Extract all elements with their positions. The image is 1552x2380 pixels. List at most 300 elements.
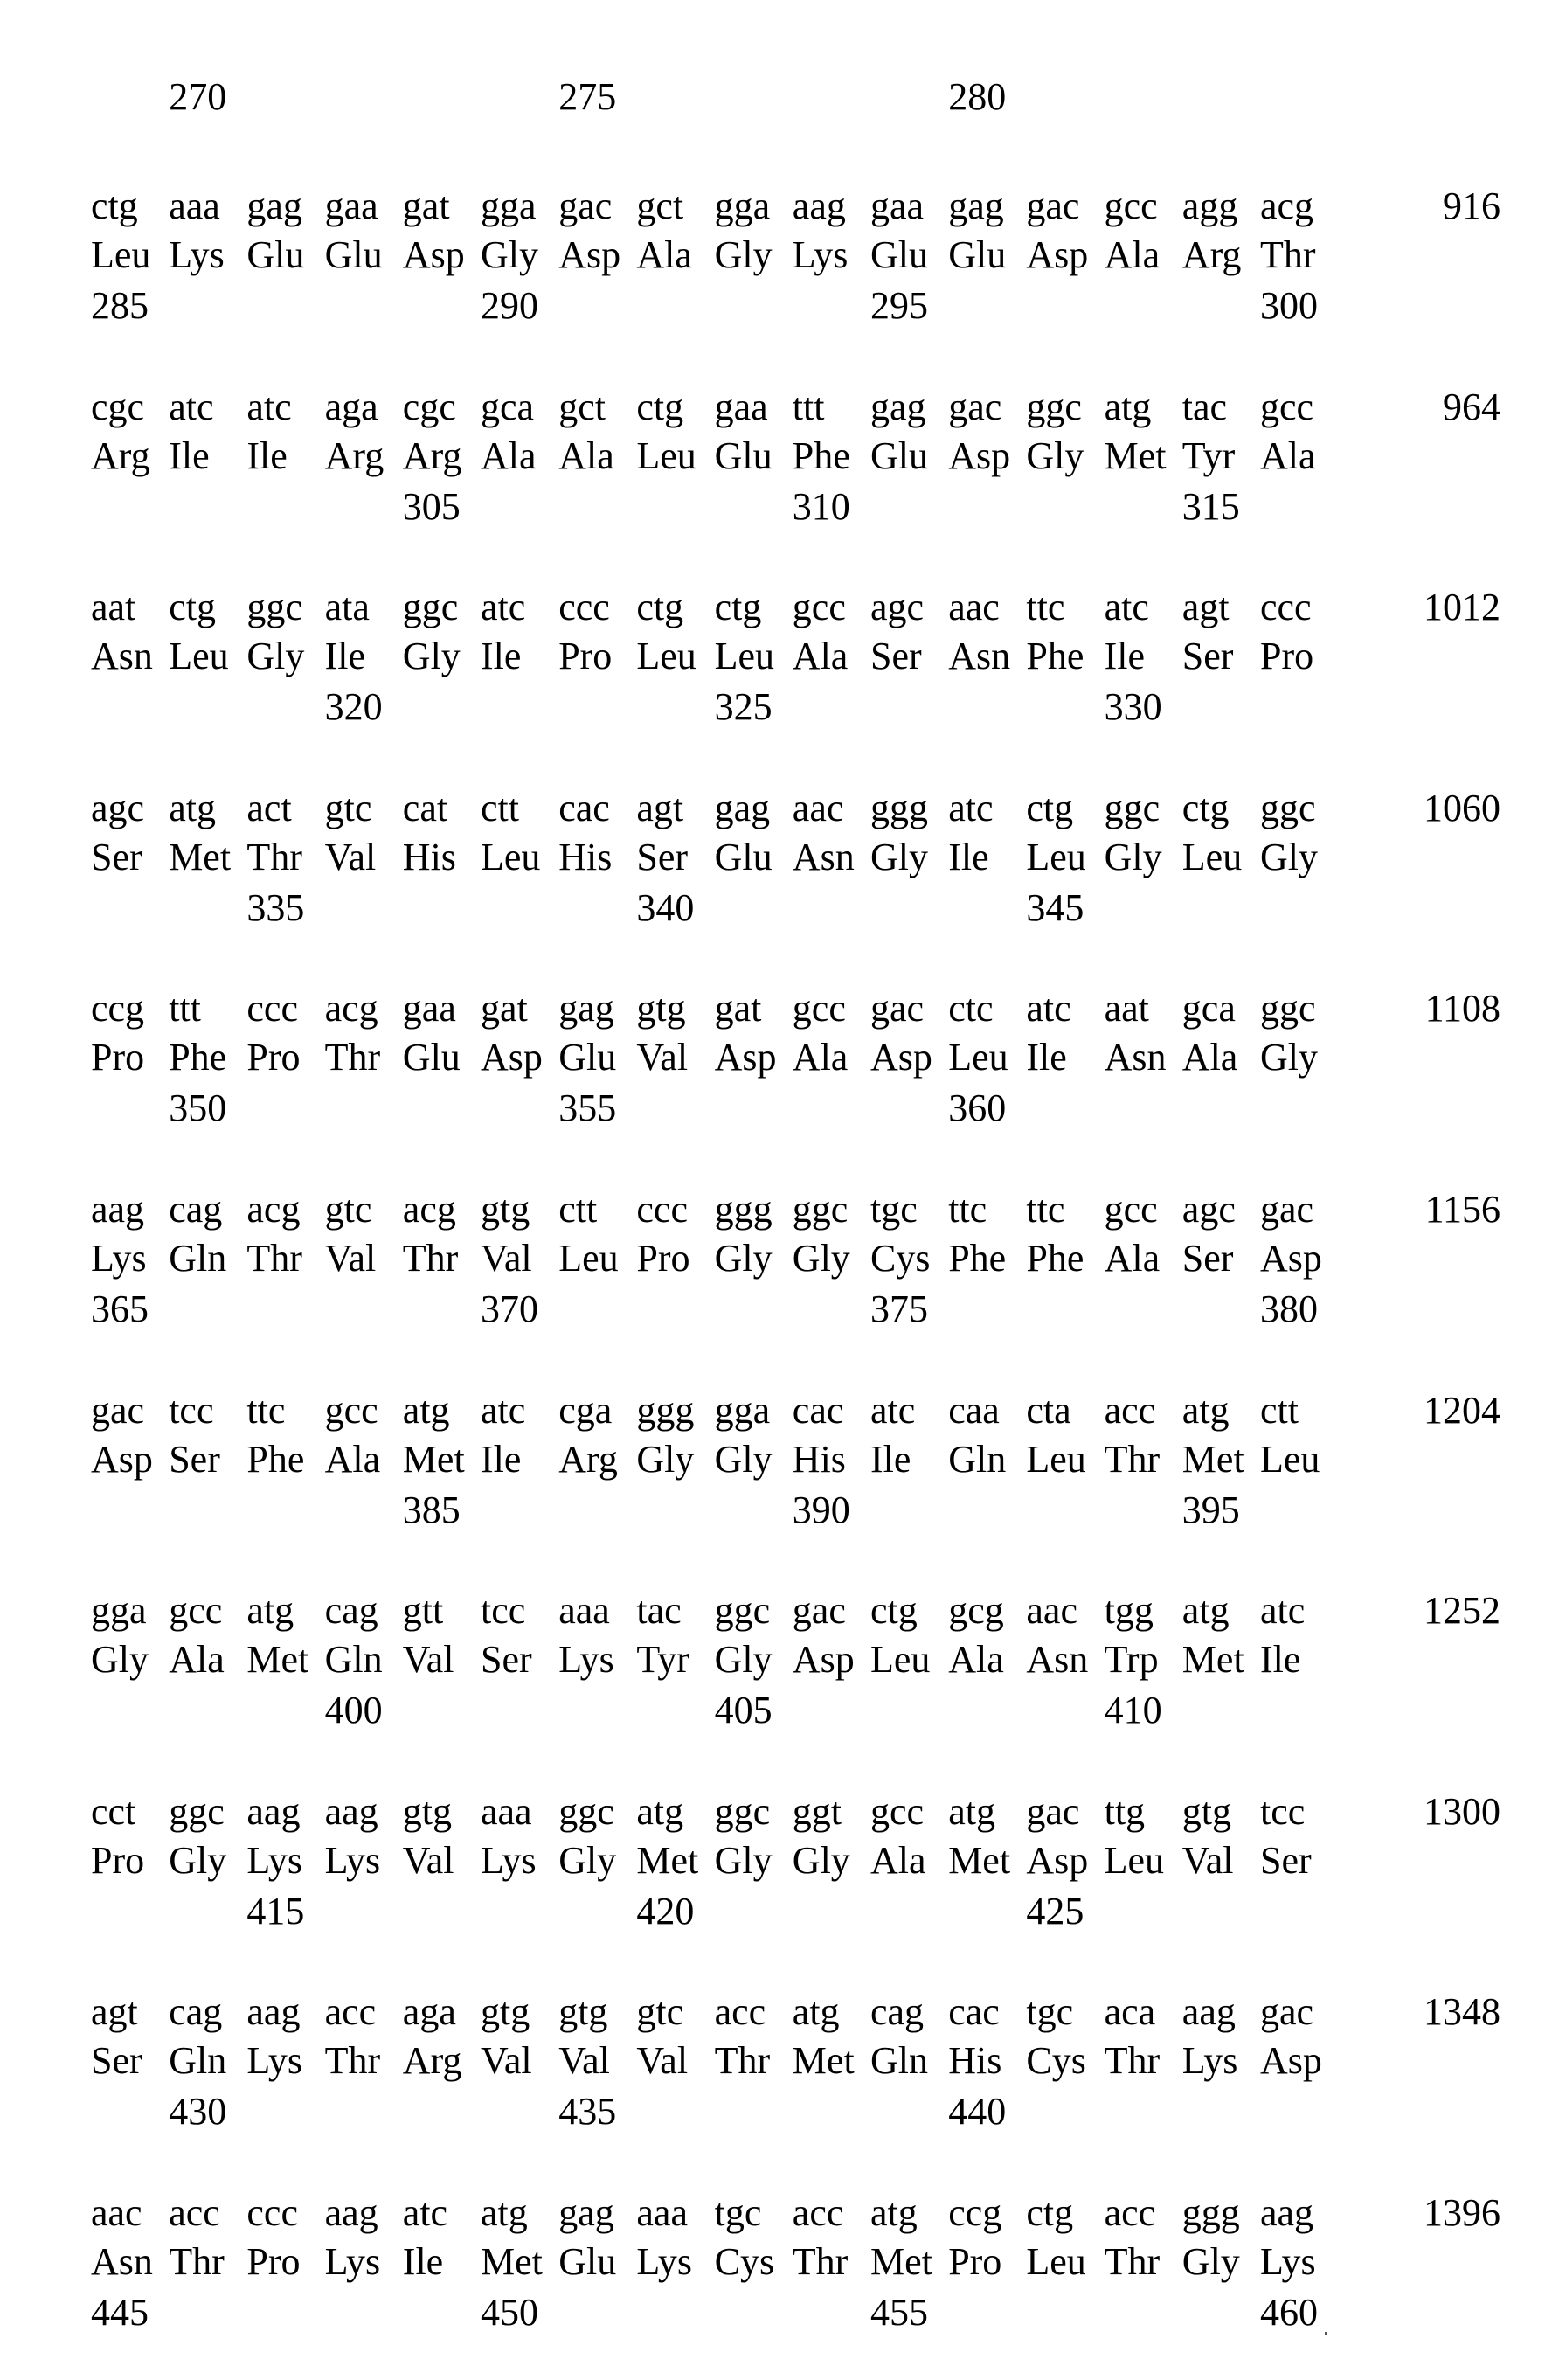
amino-acid: Ala — [1105, 236, 1161, 274]
amino-acid: Lys — [246, 1842, 302, 1880]
amino-acid: Ala — [1182, 1038, 1238, 1077]
codon: ggc — [1260, 789, 1316, 828]
codon: ggc — [558, 1793, 614, 1831]
amino-acid: Gly — [1260, 1038, 1318, 1077]
amino-acid: Met — [1182, 1641, 1244, 1679]
residue-number: 455 — [870, 2293, 928, 2332]
codon: atc — [481, 588, 525, 627]
amino-acid: Gly — [169, 1842, 226, 1880]
amino-acid: Arg — [403, 437, 462, 475]
residue-number: 460 — [1260, 2293, 1318, 2332]
codon: aaa — [636, 2194, 688, 2232]
amino-acid: Phe — [246, 1440, 304, 1479]
amino-acid: Thr — [793, 2243, 849, 2281]
amino-acid: Pro — [246, 1038, 300, 1077]
amino-acid: Met — [1182, 1440, 1244, 1479]
codon: gcg — [948, 1592, 1004, 1630]
residue-number: 445 — [91, 2293, 149, 2332]
residue-number: 330 — [1105, 688, 1162, 726]
codon: ggc — [1105, 789, 1161, 828]
codon: ggg — [870, 789, 928, 828]
codon: acc — [715, 1993, 766, 2031]
codon: acc — [325, 1993, 377, 2031]
codon: ggg — [636, 1391, 694, 1430]
codon: atc — [246, 388, 291, 427]
amino-acid: Gly — [403, 637, 461, 676]
amino-acid: Val — [636, 2042, 688, 2080]
codon: atg — [948, 1793, 995, 1831]
amino-acid: Gly — [715, 236, 773, 274]
codon: atc — [403, 2194, 447, 2232]
codon: ccg — [91, 989, 144, 1028]
codon: gga — [715, 187, 771, 226]
amino-acid: Gly — [1260, 838, 1318, 877]
amino-acid: Glu — [870, 437, 928, 475]
amino-acid: Arg — [403, 2042, 462, 2080]
codon: ctg — [636, 388, 683, 427]
amino-acid: Ala — [558, 437, 614, 475]
amino-acid: Leu — [1182, 838, 1242, 877]
amino-acid: Ala — [870, 1842, 926, 1880]
codon: agg — [1182, 187, 1238, 226]
codon: tcc — [481, 1592, 525, 1630]
amino-acid: Arg — [558, 1440, 618, 1479]
amino-acid: Lys — [169, 236, 225, 274]
codon: ccc — [636, 1190, 688, 1229]
nucleotide-count: 1060 — [1424, 789, 1500, 828]
amino-acid: Thr — [1105, 2042, 1161, 2080]
amino-acid: Ser — [169, 1440, 220, 1479]
codon: gga — [715, 1391, 771, 1430]
amino-acid: Gln — [169, 2042, 226, 2080]
codon: ctg — [169, 588, 216, 627]
codon: ccc — [558, 588, 610, 627]
amino-acid: Ala — [636, 236, 692, 274]
amino-acid: Asn — [1026, 1641, 1088, 1679]
codon: gtc — [636, 1993, 683, 2031]
codon: gcc — [1260, 388, 1313, 427]
codon: aag — [246, 1793, 300, 1831]
amino-acid: Ala — [325, 1440, 381, 1479]
amino-acid: Asn — [91, 2243, 153, 2281]
amino-acid: Lys — [481, 1842, 537, 1880]
codon: aac — [1026, 1592, 1077, 1630]
codon: ttt — [793, 388, 825, 427]
codon: aag — [246, 1993, 300, 2031]
codon: gtg — [558, 1993, 607, 2031]
codon: gtg — [403, 1793, 452, 1831]
residue-number: 275 — [558, 78, 616, 116]
amino-acid: Gly — [715, 1239, 773, 1278]
residue-number: 355 — [558, 1089, 616, 1128]
amino-acid: Asp — [403, 236, 465, 274]
codon: aac — [91, 2194, 142, 2232]
amino-acid: Ala — [1105, 1239, 1161, 1278]
codon: aaa — [481, 1793, 532, 1831]
codon: atg — [1182, 1391, 1230, 1430]
codon: gcc — [793, 989, 846, 1028]
residue-number: 325 — [715, 688, 773, 726]
codon: ggc — [715, 1793, 771, 1831]
residue-number: 440 — [948, 2092, 1006, 2131]
amino-acid: Cys — [1026, 2042, 1085, 2080]
codon: gag — [558, 2194, 614, 2232]
codon: gac — [948, 388, 1001, 427]
codon: cac — [948, 1993, 1000, 2031]
residue-number: 310 — [793, 488, 850, 526]
amino-acid: Val — [558, 2042, 610, 2080]
residue-number: 405 — [715, 1691, 773, 1730]
amino-acid: Cys — [870, 1239, 930, 1278]
codon: aag — [91, 1190, 144, 1229]
codon: ggc — [1026, 388, 1082, 427]
amino-acid: Glu — [246, 236, 304, 274]
codon: ggc — [403, 588, 459, 627]
residue-number: 300 — [1260, 287, 1318, 325]
codon: gcc — [1105, 187, 1158, 226]
nucleotide-count: 1204 — [1424, 1391, 1500, 1430]
amino-acid: Pro — [246, 2243, 300, 2281]
amino-acid: Val — [403, 1842, 454, 1880]
amino-acid: Pro — [1260, 637, 1313, 676]
amino-acid: Leu — [636, 437, 696, 475]
amino-acid: Asp — [558, 236, 620, 274]
amino-acid: Ala — [793, 637, 849, 676]
codon: atg — [793, 1993, 840, 2031]
codon: acc — [793, 2194, 844, 2232]
codon: aag — [325, 1793, 378, 1831]
amino-acid: Phe — [169, 1038, 226, 1077]
residue-number: 315 — [1182, 488, 1240, 526]
amino-acid: Leu — [558, 1239, 618, 1278]
codon: aaa — [169, 187, 220, 226]
codon: agc — [1182, 1190, 1236, 1229]
codon: cag — [325, 1592, 378, 1630]
residue-number: 345 — [1026, 889, 1084, 927]
amino-acid: Cys — [715, 2243, 774, 2281]
codon: atg — [403, 1391, 450, 1430]
codon: gag — [715, 789, 771, 828]
amino-acid: Asp — [1026, 236, 1088, 274]
amino-acid: Gly — [558, 1842, 616, 1880]
residue-number: 360 — [948, 1089, 1006, 1128]
codon: gaa — [715, 388, 768, 427]
residue-number: 295 — [870, 287, 928, 325]
amino-acid: Pro — [91, 1038, 144, 1077]
nucleotide-count: 916 — [1443, 187, 1500, 226]
amino-acid: Met — [793, 2042, 855, 2080]
codon: ggg — [1182, 2194, 1240, 2232]
residue-number: 270 — [169, 78, 226, 116]
amino-acid: Ile — [948, 838, 988, 877]
codon: aag — [325, 2194, 378, 2232]
residue-number: 415 — [246, 1892, 304, 1931]
codon: gtg — [636, 989, 685, 1028]
codon: ata — [325, 588, 370, 627]
codon: gag — [558, 989, 614, 1028]
codon: acc — [1105, 2194, 1156, 2232]
codon: aat — [91, 588, 135, 627]
amino-acid: Val — [1182, 1842, 1234, 1880]
codon: ccg — [948, 2194, 1001, 2232]
amino-acid: Thr — [325, 2042, 381, 2080]
amino-acid: Gly — [793, 1842, 850, 1880]
amino-acid: Glu — [325, 236, 383, 274]
amino-acid: Gly — [715, 1842, 773, 1880]
codon: ttg — [1105, 1793, 1145, 1831]
amino-acid: Val — [636, 1038, 688, 1077]
amino-acid: Asp — [948, 437, 1010, 475]
amino-acid: Glu — [403, 1038, 461, 1077]
nucleotide-count: 1396 — [1424, 2194, 1500, 2232]
amino-acid: Thr — [1105, 1440, 1161, 1479]
amino-acid: Pro — [636, 1239, 689, 1278]
codon: ggc — [715, 1592, 771, 1630]
codon: gac — [1260, 1993, 1313, 2031]
codon: ctt — [1260, 1391, 1299, 1430]
codon: ctg — [870, 1592, 918, 1630]
codon: gag — [948, 187, 1004, 226]
amino-acid: Ser — [1182, 1239, 1234, 1278]
amino-acid: Leu — [1105, 1842, 1164, 1880]
residue-number: 430 — [169, 2092, 226, 2131]
codon: ggt — [793, 1793, 842, 1831]
codon: atc — [1026, 989, 1070, 1028]
amino-acid: Ala — [948, 1641, 1004, 1679]
amino-acid: Leu — [1026, 2243, 1085, 2281]
codon: gca — [1182, 989, 1236, 1028]
amino-acid: Glu — [715, 838, 773, 877]
codon: acg — [246, 1190, 300, 1229]
codon: aga — [403, 1993, 456, 2031]
codon: atg — [1105, 388, 1152, 427]
codon: gac — [1260, 1190, 1313, 1229]
codon: tac — [636, 1592, 681, 1630]
codon: aag — [1182, 1993, 1236, 2031]
amino-acid: Phe — [1026, 637, 1084, 676]
nucleotide-count: 1012 — [1424, 588, 1500, 627]
codon: gat — [403, 187, 450, 226]
amino-acid: Arg — [91, 437, 150, 475]
amino-acid: Val — [481, 1239, 532, 1278]
amino-acid: Met — [246, 1641, 308, 1679]
amino-acid: Gln — [870, 2042, 928, 2080]
amino-acid: Asp — [481, 1038, 543, 1077]
amino-acid: Lys — [793, 236, 849, 274]
amino-acid: Asp — [91, 1440, 153, 1479]
codon: ttc — [1026, 1190, 1064, 1229]
amino-acid: Met — [403, 1440, 465, 1479]
amino-acid: Val — [325, 838, 377, 877]
codon: ttt — [169, 989, 201, 1028]
amino-acid: Gly — [636, 1440, 694, 1479]
amino-acid: Thr — [1105, 2243, 1161, 2281]
amino-acid: Ile — [246, 437, 287, 475]
codon: ctg — [636, 588, 683, 627]
amino-acid: Ala — [1260, 437, 1316, 475]
amino-acid: His — [793, 1440, 846, 1479]
codon: ctt — [558, 1190, 597, 1229]
amino-acid: Thr — [246, 838, 302, 877]
codon: aag — [1260, 2194, 1313, 2232]
amino-acid: Leu — [1026, 1440, 1085, 1479]
amino-acid: Pro — [91, 1842, 144, 1880]
amino-acid: Pro — [558, 637, 612, 676]
codon: ccc — [246, 989, 298, 1028]
codon: gcc — [793, 588, 846, 627]
codon: aga — [325, 388, 378, 427]
amino-acid: His — [948, 2042, 1001, 2080]
codon: gga — [91, 1592, 147, 1630]
amino-acid: Thr — [246, 1239, 302, 1278]
codon: gcc — [870, 1793, 924, 1831]
residue-number: 320 — [325, 688, 383, 726]
amino-acid: Asp — [1026, 1842, 1088, 1880]
codon: gac — [793, 1592, 846, 1630]
amino-acid: Gly — [715, 1641, 773, 1679]
codon: cgc — [91, 388, 144, 427]
codon: tgc — [1026, 1993, 1073, 2031]
codon: gtt — [403, 1592, 443, 1630]
codon: gac — [558, 187, 612, 226]
codon: agt — [91, 1993, 138, 2031]
amino-acid: Met — [1105, 437, 1167, 475]
residue-number: 335 — [246, 889, 304, 927]
amino-acid: Val — [325, 1239, 377, 1278]
amino-acid: Met — [169, 838, 231, 877]
amino-acid: Gly — [793, 1239, 850, 1278]
amino-acid: Gly — [870, 838, 928, 877]
amino-acid: Phe — [948, 1239, 1006, 1278]
amino-acid: Met — [481, 2243, 543, 2281]
nucleotide-count: 964 — [1443, 388, 1500, 427]
codon: gac — [1026, 187, 1079, 226]
residue-number: 350 — [169, 1089, 226, 1128]
codon: atg — [636, 1793, 683, 1831]
amino-acid: Gln — [169, 1239, 226, 1278]
codon: tgc — [715, 2194, 762, 2232]
codon: cct — [91, 1793, 135, 1831]
codon: ttc — [948, 1190, 987, 1229]
codon: tcc — [1260, 1793, 1305, 1831]
residue-number: 435 — [558, 2092, 616, 2131]
amino-acid: Asn — [948, 637, 1010, 676]
residue-number: 365 — [91, 1290, 149, 1329]
amino-acid: Met — [948, 1842, 1010, 1880]
amino-acid: Trp — [1105, 1641, 1159, 1679]
amino-acid: Asp — [1260, 1239, 1322, 1278]
codon: gct — [636, 187, 683, 226]
residue-number: 450 — [481, 2293, 538, 2332]
codon: atg — [246, 1592, 294, 1630]
codon: aca — [1105, 1993, 1156, 2031]
codon: ctg — [715, 588, 762, 627]
amino-acid: Thr — [169, 2243, 225, 2281]
codon: atg — [870, 2194, 918, 2232]
codon: ctg — [1026, 789, 1073, 828]
codon: ttc — [246, 1391, 285, 1430]
amino-acid: Leu — [715, 637, 774, 676]
amino-acid: Gly — [1182, 2243, 1240, 2281]
amino-acid: Glu — [558, 1038, 616, 1077]
codon: cga — [558, 1391, 612, 1430]
codon: cag — [169, 1993, 222, 2031]
residue-number: 280 — [948, 78, 1006, 116]
amino-acid: Leu — [169, 637, 228, 676]
codon: gcc — [1105, 1190, 1158, 1229]
amino-acid: Thr — [403, 1239, 459, 1278]
amino-acid: Arg — [1182, 236, 1242, 274]
codon: atg — [169, 789, 216, 828]
codon: gac — [1026, 1793, 1079, 1831]
amino-acid: Leu — [1260, 1440, 1320, 1479]
amino-acid: Thr — [325, 1038, 381, 1077]
residue-number: 425 — [1026, 1892, 1084, 1931]
amino-acid: Thr — [715, 2042, 771, 2080]
amino-acid: Ile — [1026, 1038, 1066, 1077]
codon: tgg — [1105, 1592, 1154, 1630]
amino-acid: Tyr — [1182, 437, 1235, 475]
amino-acid: Ile — [1105, 637, 1145, 676]
amino-acid: Ser — [870, 637, 922, 676]
amino-acid: Lys — [636, 2243, 692, 2281]
amino-acid: Ile — [325, 637, 365, 676]
amino-acid: Lys — [1260, 2243, 1316, 2281]
codon: gag — [870, 388, 926, 427]
codon: acc — [1105, 1391, 1156, 1430]
codon: cac — [793, 1391, 844, 1430]
amino-acid: Val — [403, 1641, 454, 1679]
amino-acid: Leu — [948, 1038, 1008, 1077]
amino-acid: Ser — [91, 2042, 142, 2080]
residue-number: 420 — [636, 1892, 694, 1931]
amino-acid: Ser — [636, 838, 688, 877]
codon: acg — [1260, 187, 1313, 226]
amino-acid: Leu — [1026, 838, 1085, 877]
nucleotide-count: 1348 — [1424, 1993, 1500, 2031]
codon: ctc — [948, 989, 993, 1028]
codon: atc — [169, 388, 213, 427]
codon: gtc — [325, 1190, 372, 1229]
codon: cag — [169, 1190, 222, 1229]
codon: gac — [870, 989, 924, 1028]
codon: gtg — [1182, 1793, 1231, 1831]
codon: atg — [1182, 1592, 1230, 1630]
codon: aac — [793, 789, 844, 828]
amino-acid: Ser — [91, 838, 142, 877]
amino-acid: Lys — [1182, 2042, 1238, 2080]
amino-acid: Val — [481, 2042, 532, 2080]
amino-acid: Tyr — [636, 1641, 689, 1679]
codon: cgc — [403, 388, 456, 427]
nucleotide-count: 1156 — [1425, 1190, 1500, 1229]
amino-acid: Glu — [948, 236, 1006, 274]
codon: cat — [403, 789, 447, 828]
amino-acid: Met — [870, 2243, 932, 2281]
residue-number: 340 — [636, 889, 694, 927]
amino-acid: Glu — [715, 437, 773, 475]
residue-number: 375 — [870, 1290, 928, 1329]
residue-number: 370 — [481, 1290, 538, 1329]
codon: tgc — [870, 1190, 918, 1229]
codon: ccc — [246, 2194, 298, 2232]
residue-number: 390 — [793, 1491, 850, 1530]
amino-acid: Pro — [948, 2243, 1001, 2281]
codon: atc — [1260, 1592, 1305, 1630]
codon: caa — [948, 1391, 1000, 1430]
codon: gtc — [325, 789, 372, 828]
amino-acid: Glu — [558, 2243, 616, 2281]
